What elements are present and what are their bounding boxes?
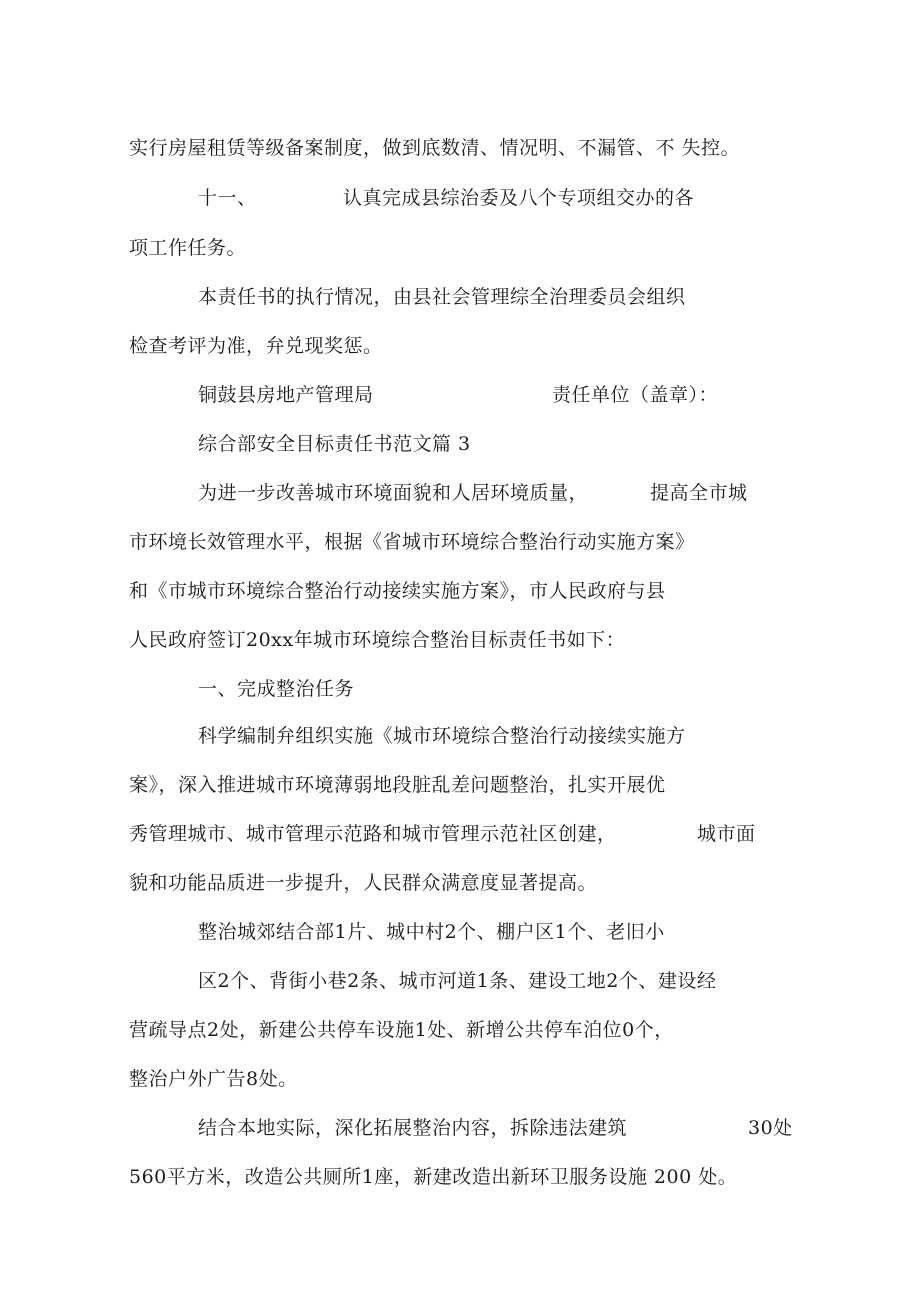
text-line: 提高全市城: [650, 482, 748, 504]
text-line: 30处: [748, 1117, 793, 1139]
text-line: 实行房屋租赁等级备案制度，做到底数清、情况明、不漏管、不 失控。: [129, 137, 741, 159]
text-line: 秀管理城市、城市管理示范路和城市管理示范社区创建，: [129, 823, 617, 845]
text-line: 整治户外广告8处。: [129, 1068, 298, 1090]
text-line: 结合本地实际，深化拓展整治内容，拆除违法建筑: [198, 1117, 628, 1139]
text-line: 项工作任务。: [129, 237, 247, 259]
text-line: 案》，深入推进城市环境薄弱地段脏乱差问题整治，扎实开展优: [129, 774, 666, 796]
text-line: 营疏导点2处，新建公共停车设施1处、新增公共停车泊位0个，: [129, 1019, 674, 1041]
subsection-heading: 一、完成整治任务: [198, 678, 355, 700]
text-line: 区2个、背街小巷2条、城市河道1条、建设工地2个、建设经: [198, 970, 717, 992]
section-title: 综合部安全目标责任书范文篇 3: [198, 433, 471, 455]
text-line: 认真完成县综治委及八个专项组交办的各: [343, 187, 695, 209]
text-line: 市环境长效管理水平，根据《省城市环境综合整治行动实施方案》: [129, 531, 695, 553]
text-line: 科学编制弁组织实施《城市环境综合整治行动接续实施方: [198, 725, 686, 747]
text-line: 为进一步改善城市环境面貌和人居环境质量，: [198, 482, 589, 504]
text-line: 整治城郊结合部1片、城中村2个、棚户区1个、老旧小: [198, 921, 665, 943]
text-line: 貌和功能品质进一步提升，人民群众满意度显著提高。: [129, 872, 598, 894]
section-number: 十一、: [198, 187, 257, 209]
text-line: 城市面: [697, 823, 756, 845]
signature-unit: 责任单位（盖章）：: [552, 384, 719, 406]
text-line: 检查考评为准，弁兑现奖惩。: [129, 335, 383, 357]
text-line: 人民政府签订20xx年城市环境综合整治目标责任书如下：: [129, 629, 626, 651]
signature-org: 铜鼓县房地产管理局: [198, 384, 374, 406]
text-line: 560平方米，改造公共厕所1座，新建改造出新环卫服务设施 200 处。: [129, 1166, 738, 1188]
text-line: 本责任书的执行情况，由县社会管理综全治理委员会组织: [198, 286, 686, 308]
text-line: 和《市城市环境综合整治行动接续实施方案》，市人民政府与县: [129, 580, 666, 602]
